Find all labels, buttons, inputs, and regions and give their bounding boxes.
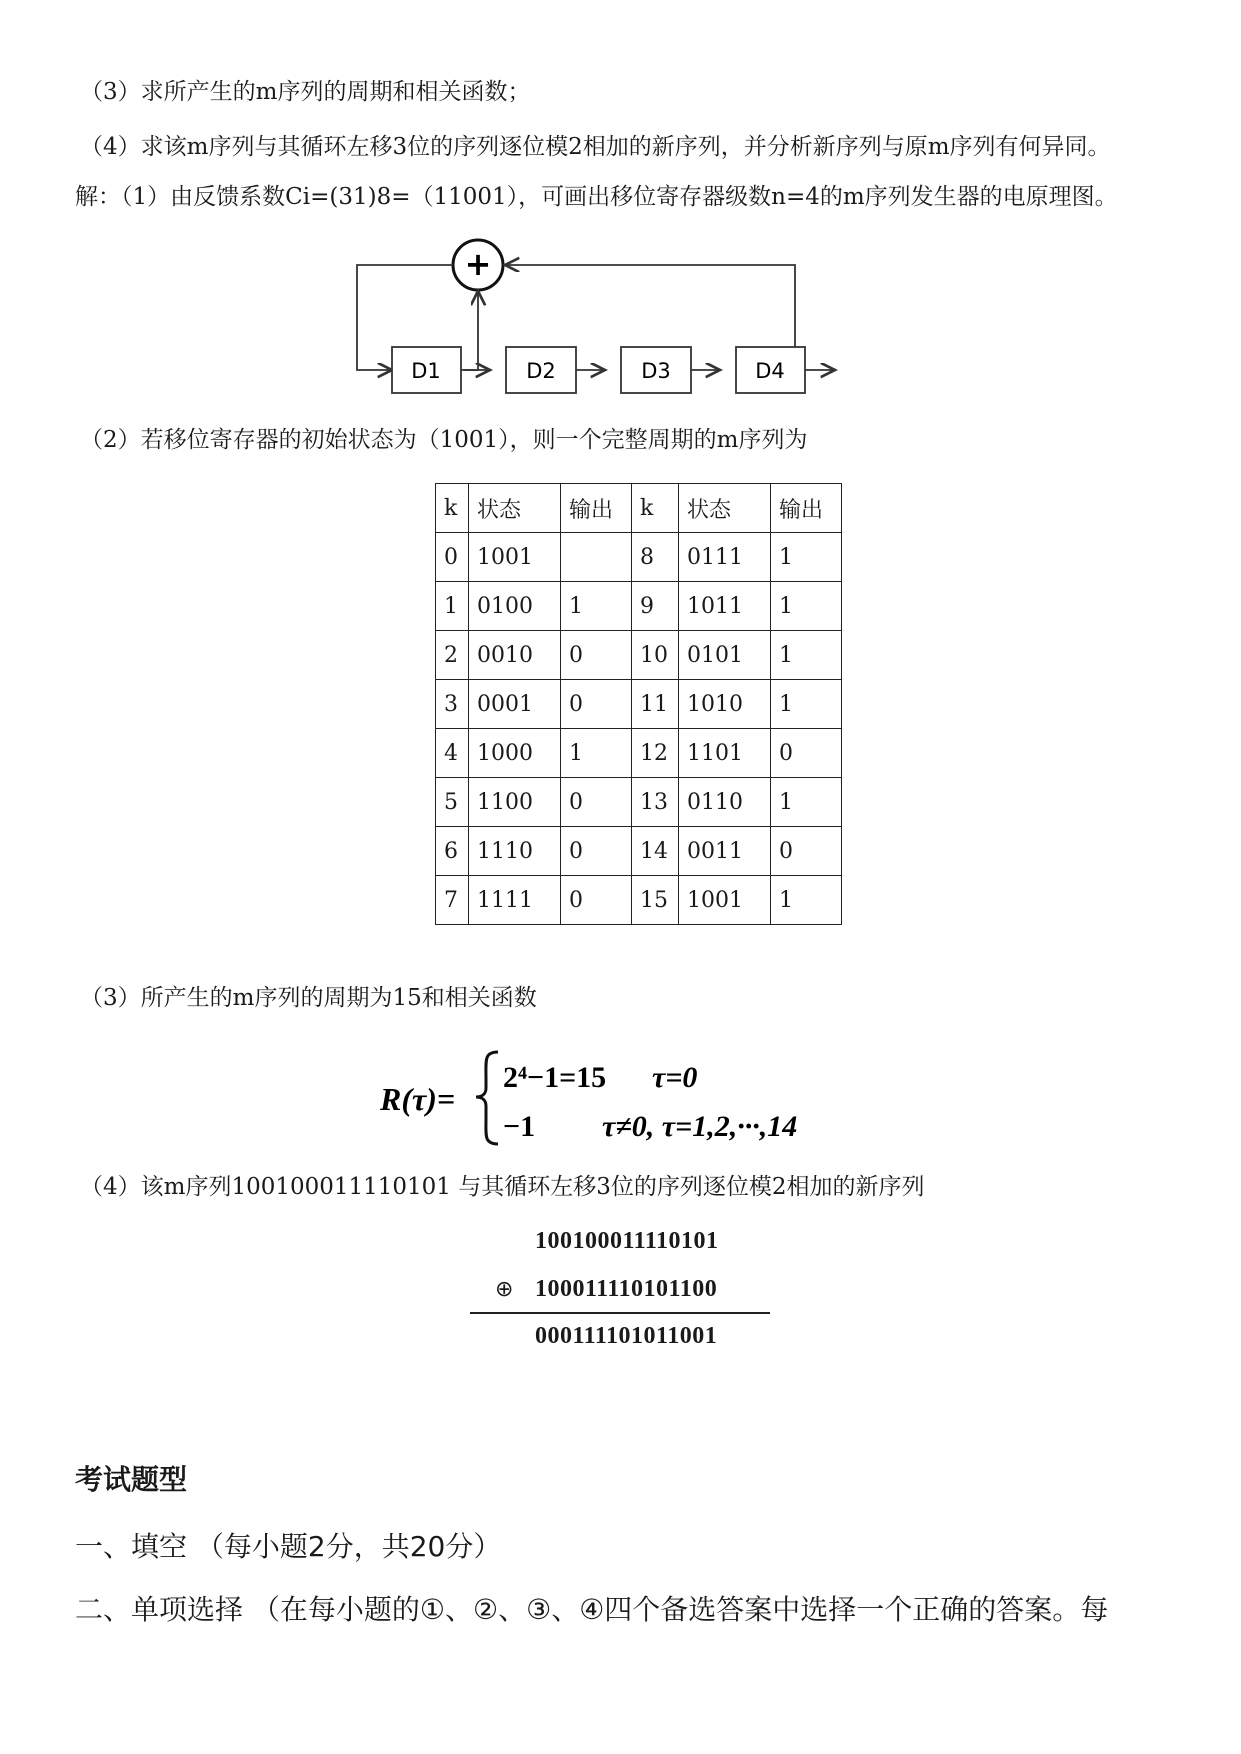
table-cell: 11 — [632, 680, 679, 729]
table-cell: 5 — [436, 778, 469, 827]
register-d3 — [621, 347, 691, 393]
exam-item-1: 一、填空 （每小题2分，共20分） — [75, 1530, 502, 1563]
table-cell: 1001 — [469, 533, 561, 582]
table-header-cell: k — [436, 484, 469, 533]
correlation-formula — [380, 1040, 900, 1150]
table-cell: 1 — [771, 680, 842, 729]
table-cell: 1111 — [469, 876, 561, 925]
table-cell: 15 — [632, 876, 679, 925]
register-d1 — [392, 347, 461, 393]
table-cell: 12 — [632, 729, 679, 778]
table-header-cell: 状态 — [469, 484, 561, 533]
question-3: （3）求所产生的m序列的周期和相关函数； — [80, 79, 531, 105]
adder-symbol: + — [464, 245, 492, 283]
sequence-table — [435, 483, 842, 925]
table-cell: 1 — [771, 778, 842, 827]
table-header-cell: k — [632, 484, 679, 533]
solution-part-2: （2）若移位寄存器的初始状态为（1001），则一个完整周期的m序列为 — [80, 427, 808, 453]
table-cell: 0 — [561, 778, 632, 827]
solution-part-4: （4）该m序列100100011110101 与其循环左移3位的序列逐位模2相加的新序列 — [80, 1174, 925, 1200]
table-row — [436, 729, 842, 778]
table-row — [436, 680, 842, 729]
table-cell: 0 — [561, 680, 632, 729]
table-cell: 4 — [436, 729, 469, 778]
table-cell: 0001 — [469, 680, 561, 729]
register-d1-label: D1 — [411, 359, 441, 383]
table-cell: 0 — [561, 876, 632, 925]
table-cell: 1011 — [679, 582, 771, 631]
formula-case2-cond: τ≠0, τ=1,2,···,14 — [602, 1110, 798, 1143]
exam-item-2: 二、单项选择 （在每小题的①、②、③、④四个备选答案中选择一个正确的答案。每 — [75, 1593, 1109, 1626]
table-cell: 1101 — [679, 729, 771, 778]
xor-row-1: 100100011110101 — [535, 1228, 719, 1254]
m-sequence-generator-diagram — [340, 228, 900, 408]
table-cell: 13 — [632, 778, 679, 827]
table-cell: 0100 — [469, 582, 561, 631]
table-header-cell: 状态 — [679, 484, 771, 533]
solution-part-3: （3）所产生的m序列的周期为15和相关函数 — [80, 985, 537, 1011]
table-row — [436, 778, 842, 827]
table-cell: 0111 — [679, 533, 771, 582]
table-cell: 6 — [436, 827, 469, 876]
table-cell: 1 — [771, 533, 842, 582]
table-cell: 1010 — [679, 680, 771, 729]
xor-computation — [470, 1228, 790, 1368]
formula-lhs: R(τ)= — [380, 1081, 456, 1117]
table-cell: 0 — [561, 827, 632, 876]
register-d2 — [506, 347, 576, 393]
table-cell: 1 — [561, 729, 632, 778]
table-row — [436, 533, 842, 582]
solution-part-1: 解：（1）由反馈系数Ci=(31)8=（11001），可画出移位寄存器级数n=4的m序列发生器的电原理图。 — [75, 184, 1118, 210]
table-cell: 1 — [771, 631, 842, 680]
table-cell: 0110 — [679, 778, 771, 827]
table-cell: 1001 — [679, 876, 771, 925]
table-cell: 0010 — [469, 631, 561, 680]
table-cell: 10 — [632, 631, 679, 680]
exam-heading: 考试题型 — [75, 1463, 188, 1496]
xor-operator: ⊕ — [495, 1276, 514, 1301]
xor-row-2: 100011110101100 — [535, 1276, 718, 1302]
table-cell: 1 — [436, 582, 469, 631]
formula-case1-cond: τ=0 — [652, 1061, 698, 1094]
formula-case2-value: −1 — [503, 1110, 536, 1143]
table-cell — [561, 533, 632, 582]
table-cell: 0011 — [679, 827, 771, 876]
formula-brace — [476, 1052, 498, 1144]
table-cell: 1100 — [469, 778, 561, 827]
table-cell: 1 — [561, 582, 632, 631]
register-d3-label: D3 — [641, 359, 671, 383]
table-cell: 1110 — [469, 827, 561, 876]
table-cell: 8 — [632, 533, 679, 582]
table-cell: 3 — [436, 680, 469, 729]
xor-divider — [470, 1312, 770, 1314]
table-cell: 0 — [771, 729, 842, 778]
table-cell: 9 — [632, 582, 679, 631]
table-cell: 0 — [771, 827, 842, 876]
feedback-adder — [453, 240, 503, 290]
register-d4-label: D4 — [755, 359, 785, 383]
table-row — [436, 876, 842, 925]
register-d4 — [736, 347, 805, 393]
xor-result: 000111101011001 — [535, 1323, 718, 1349]
table-row — [436, 827, 842, 876]
table-cell: 0 — [436, 533, 469, 582]
question-4: （4）求该m序列与其循环左移3位的序列逐位模2相加的新序列，并分析新序列与原m序列有何异同。 — [80, 134, 1111, 160]
register-d2-label: D2 — [526, 359, 556, 383]
table-cell: 7 — [436, 876, 469, 925]
table-cell: 14 — [632, 827, 679, 876]
table-header-cell: 输出 — [771, 484, 842, 533]
table-cell: 1 — [771, 582, 842, 631]
table-cell: 0 — [561, 631, 632, 680]
table-header-row — [436, 484, 842, 533]
table-header-cell: 输出 — [561, 484, 632, 533]
table-cell: 0101 — [679, 631, 771, 680]
table-row — [436, 631, 842, 680]
table-cell: 1000 — [469, 729, 561, 778]
table-cell: 2 — [436, 631, 469, 680]
table-cell: 1 — [771, 876, 842, 925]
table-row — [436, 582, 842, 631]
formula-case1-value: 2⁴−1=15 — [503, 1061, 607, 1094]
